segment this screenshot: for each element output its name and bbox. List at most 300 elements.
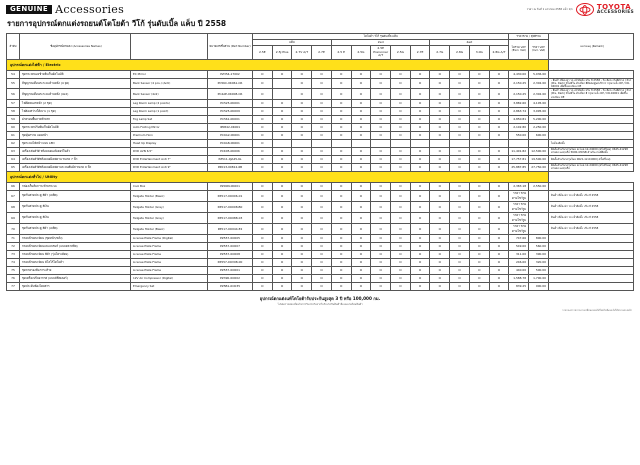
row-mark-10: O xyxy=(450,155,470,163)
row-mark-12: O xyxy=(489,234,509,242)
row-remark: - สินค้า ที่ต้องนำ รถ เข้าติดตั้ง ปรับ ปี 2558 - รับ สีตรง กับสีตัวรถ / P.U. (Pre, Dark) ที่ไม่มีใน ตัวเลือก สี กรุณาแจ้ง OP / CR-04001 เพื่อขึ้นทะเบียน OE xyxy=(549,89,634,100)
row-mark-9: O xyxy=(430,266,450,274)
row-thai-name: ฝาครอบพื้นถาดท้ายรถ xyxy=(20,115,131,123)
row-mark-7: O xyxy=(391,70,411,78)
row-remark: ไม่ต้องติดตั้ง xyxy=(549,139,634,147)
row-mark-11: O xyxy=(469,250,489,258)
row-mark-2: O xyxy=(292,131,312,139)
row-mark-10: O xyxy=(450,89,470,100)
row-price-novat: 4,430.00 xyxy=(509,70,529,78)
table-head xyxy=(7,34,634,60)
table-row xyxy=(7,115,634,123)
row-mark-6: O xyxy=(371,131,391,139)
row-mark-10: O xyxy=(450,223,470,234)
row-price-vat xyxy=(529,201,549,212)
row-mark-9: O xyxy=(430,70,450,78)
row-thai-name: กล่องเก็บสัมภาระท้ายกระบะ xyxy=(20,182,131,190)
row-mark-5: O xyxy=(351,266,371,274)
row-mark-5: O xyxy=(351,163,371,171)
row-mark-11: O xyxy=(469,258,489,266)
row-mark-5: O xyxy=(351,115,371,123)
row-eng-name: Premium Horn xyxy=(131,131,208,139)
table-row xyxy=(7,250,634,258)
table-row xyxy=(7,123,634,131)
footer-warranty xyxy=(0,291,640,307)
row-mark-2: O xyxy=(292,89,312,100)
row-mark-4: O xyxy=(331,190,351,201)
row-price-vat: 27,750.00 xyxy=(529,163,549,171)
row-mark-12: O xyxy=(489,223,509,234)
row-thai-name: ชุดกันสาดประตู สีเงิน xyxy=(20,201,131,212)
variant-header-7: 2.5G xyxy=(391,46,411,59)
row-mark-0: O xyxy=(253,99,273,107)
row-mark-11: O xyxy=(469,201,489,212)
row-thai-name: ชุดกระจกปรับพับเก็บอัตโนมัติ xyxy=(20,123,131,131)
row-mark-6: O xyxy=(371,147,391,155)
row-mark-5: O xyxy=(351,78,371,89)
row-no: 70 xyxy=(7,223,20,234)
row-thai-name: ชุดกระจกมองข้างพับเก็บอัตโนมัติ xyxy=(20,70,131,78)
row-mark-1: O xyxy=(272,99,292,107)
row-eng-name: License Plate Frame xyxy=(131,258,208,266)
row-part-no: PC56C-0K061-CR xyxy=(208,78,253,89)
row-mark-6: O xyxy=(371,242,391,250)
row-mark-7: O xyxy=(391,250,411,258)
row-price-novat: 550.00 xyxy=(509,131,529,139)
row-mark-8: O xyxy=(410,70,430,78)
row-mark-3: O xyxy=(312,99,332,107)
row-mark-2: O xyxy=(292,115,312,123)
footer-sub-text: โปรดตรวจสอบเงื่อนไขการรับประกันจากใบรับประกันสินค้าที่แนบมาพร้อมสินค้า xyxy=(277,302,363,306)
row-mark-4: O xyxy=(331,282,351,290)
row-mark-0: O xyxy=(253,107,273,115)
variant-header-4: 2.5 E xyxy=(331,46,351,59)
row-thai-name: สัญญาณเตือนกะระยะด้านหลัง (4 จุด) xyxy=(20,78,131,89)
row-mark-10: O xyxy=(450,107,470,115)
row-eng-name: License Plate Frame xyxy=(131,242,208,250)
table-row xyxy=(7,234,634,242)
row-mark-1: O xyxy=(272,70,292,78)
table-row xyxy=(7,201,634,212)
row-no: 64 xyxy=(7,155,20,163)
row-mark-12: O xyxy=(489,190,509,201)
row-mark-3: O xyxy=(312,223,332,234)
row-price-novat: 2,102.80 xyxy=(509,123,529,131)
row-mark-7: O xyxy=(391,282,411,290)
row-eng-name: Back Sensor (4x2) xyxy=(131,89,208,100)
row-price-novat: 2,383.18 xyxy=(509,182,529,190)
row-mark-10: O xyxy=(450,190,470,201)
row-mark-3: O xyxy=(312,258,332,266)
row-mark-3: O xyxy=(312,107,332,115)
row-mark-6: O xyxy=(371,274,391,282)
table-row xyxy=(7,99,634,107)
row-price-vat: 5,200.00 xyxy=(529,115,549,123)
col-price-group: ราคาขาย / สุทธิรวม xyxy=(509,34,549,40)
table-body xyxy=(7,59,634,290)
row-mark-8: O xyxy=(410,234,430,242)
row-mark-11: O xyxy=(469,274,489,282)
row-mark-0: O xyxy=(253,115,273,123)
row-mark-3: O xyxy=(312,70,332,78)
row-no: 56 xyxy=(7,89,20,100)
row-mark-9: O xyxy=(430,89,450,100)
row-thai-name: เครื่องเล่นดีวีดีพร้อมจอฝังเพดานระบบสัมผัส ขนาด 9 นิ้ว xyxy=(20,163,131,171)
row-mark-5: O xyxy=(351,107,371,115)
row-remark xyxy=(549,242,634,250)
row-eng-name: 12V Air Compressor (Digital) xyxy=(131,274,208,282)
row-mark-2: O xyxy=(292,155,312,163)
row-mark-10: O xyxy=(450,258,470,266)
row-mark-0: O xyxy=(253,89,273,100)
row-no: 63 xyxy=(7,147,20,155)
row-mark-6: O xyxy=(371,282,391,290)
row-part-no: PZ013-00812-6B xyxy=(208,163,253,171)
row-mark-8: O xyxy=(410,242,430,250)
table-row xyxy=(7,190,634,201)
row-mark-2: O xyxy=(292,223,312,234)
row-part-no: PC0A2-0K001 xyxy=(208,131,253,139)
row-price-novat: 3,882.60 xyxy=(509,99,529,107)
row-part-no: PZ517-0O044-E2 xyxy=(208,223,253,234)
row-mark-10 xyxy=(450,139,470,147)
row-mark-3: O xyxy=(312,163,332,171)
col-part-no: หมายเลขชิ้นส่วน (Part Number) xyxy=(208,34,253,60)
row-mark-12: O xyxy=(489,282,509,290)
toyota-brand-name: TOYOTA xyxy=(596,2,632,11)
row-mark-2: O xyxy=(292,258,312,266)
row-mark-11: O xyxy=(469,266,489,274)
row-mark-10: O xyxy=(450,242,470,250)
row-price-vat xyxy=(529,139,549,147)
row-remark xyxy=(549,107,634,115)
row-mark-8: O xyxy=(410,258,430,266)
row-thai-name: กรอบป้ายทะเบียนและเลเซอร์ (แบบคลาสสิค) xyxy=(20,242,131,250)
col-price-vat: ราคา VAT (Incl. Vat) xyxy=(529,40,549,60)
row-mark-4: O xyxy=(331,131,351,139)
row-mark-5: O xyxy=(351,99,371,107)
row-part-no: PZ517-0O088-03 xyxy=(208,212,253,223)
row-mark-5: O xyxy=(351,190,371,201)
row-mark-1: O xyxy=(272,107,292,115)
row-remark: ติดตั้งสำหรับรถรุ่นใหม่ อะไหล่ 12-24000 (ครั้งที่ใหม่) 0645-41298 สายต่อ และ/หรือ xyxy=(549,163,634,171)
row-thai-name: กรอบป้ายทะเบียน สีดำ (รุ่นโครเมี่ยม) xyxy=(20,250,131,258)
row-mark-12: O xyxy=(489,266,509,274)
row-mark-4: O xyxy=(331,258,351,266)
row-mark-1: O xyxy=(272,258,292,266)
row-mark-0: O xyxy=(253,266,273,274)
variant-header-0: 2.5E xyxy=(253,46,273,59)
row-remark xyxy=(549,123,634,131)
variant-header-6: 2.5E Prerunner A/T xyxy=(371,46,391,59)
row-mark-0: O xyxy=(253,182,273,190)
row-mark-12: O xyxy=(489,89,509,100)
row-remark xyxy=(549,274,634,282)
row-mark-4: O xyxy=(331,107,351,115)
row-price-novat: 440.00 xyxy=(509,266,529,274)
row-mark-11: O xyxy=(469,223,489,234)
row-price-novat: 17,757.81 xyxy=(509,155,529,163)
row-remark: ติดตั้งสำหรับรถรุ่นใหม่ 0621-12-04000( ครั้งที่ใหม่) xyxy=(549,155,634,163)
row-price-novat: ราคา ขาย ตามโชว์รูม xyxy=(509,223,529,234)
row-mark-12: O xyxy=(489,163,509,171)
genuine-badge: GENUINE xyxy=(6,5,52,15)
row-price-novat xyxy=(509,139,529,147)
row-mark-4: O xyxy=(331,274,351,282)
row-mark-9: O xyxy=(430,131,450,139)
table-row xyxy=(7,258,634,266)
row-mark-2: O xyxy=(292,250,312,258)
row-mark-7 xyxy=(391,139,411,147)
row-price-vat: 12,500.00 xyxy=(529,147,549,155)
row-mark-7: O xyxy=(391,115,411,123)
row-mark-2: O xyxy=(292,182,312,190)
row-remark xyxy=(549,250,634,258)
row-mark-9: O xyxy=(430,250,450,258)
row-price-vat: 2,302.00 xyxy=(529,78,549,89)
row-mark-5: O xyxy=(351,70,371,78)
row-remark xyxy=(549,131,634,139)
row-mark-0: O xyxy=(253,250,273,258)
row-mark-9: O xyxy=(430,190,450,201)
col-eng-name xyxy=(131,34,208,60)
row-mark-7: O xyxy=(391,258,411,266)
row-mark-9: O xyxy=(430,223,450,234)
row-mark-3 xyxy=(312,139,332,147)
toyota-logo xyxy=(527,3,634,16)
col-thai-name: ชื่ออุปกรณ์ตกแต่ง (Accessories Names) xyxy=(20,34,131,60)
row-mark-6: O xyxy=(371,163,391,171)
row-mark-7: O xyxy=(391,147,411,155)
row-no: 77 xyxy=(7,282,20,290)
row-mark-3: O xyxy=(312,147,332,155)
row-mark-5: O xyxy=(351,242,371,250)
row-mark-4: O xyxy=(331,78,351,89)
row-mark-0: O xyxy=(253,70,273,78)
row-mark-4: O xyxy=(331,163,351,171)
row-eng-name: Tailgate Holder (Basic) xyxy=(131,223,208,234)
row-part-no: PC525-0K001 xyxy=(208,99,253,107)
row-eng-name: License Plate Frame xyxy=(131,250,208,258)
row-eng-name: EC Mirror xyxy=(131,70,208,78)
row-mark-6 xyxy=(371,139,391,147)
row-part-no: PZ511-0JA45-6L xyxy=(208,155,253,163)
row-mark-8: O xyxy=(410,78,430,89)
row-mark-12: O xyxy=(489,147,509,155)
row-price-novat: 11,401.82 xyxy=(509,147,529,155)
row-mark-5: O xyxy=(351,182,371,190)
row-mark-9: O xyxy=(430,78,450,89)
row-mark-8: O xyxy=(410,201,430,212)
price-table-wrapper xyxy=(0,33,640,291)
row-mark-7: O xyxy=(391,201,411,212)
row-mark-5: O xyxy=(351,223,371,234)
row-mark-11: O xyxy=(469,70,489,78)
row-remark: ติดตั้งสำหรับรถรุ่นใหม่ อะไหล่ 12-24000 (ครั้งที่ใหม่) 0645-41298 สายต่อ และ/หรือ 5600-43CSB สำหรับงานที่ติดตั้ง xyxy=(549,147,634,155)
row-price-novat: ราคา ขาย ตามโชว์รูม xyxy=(509,212,529,223)
row-mark-3: O xyxy=(312,190,332,201)
row-mark-7: O xyxy=(391,131,411,139)
row-part-no: PCK05-0K00K xyxy=(208,147,253,155)
row-mark-1: O xyxy=(272,250,292,258)
row-mark-7: O xyxy=(391,274,411,282)
row-mark-4: O xyxy=(331,89,351,100)
row-mark-2: O xyxy=(292,234,312,242)
row-mark-11: O xyxy=(469,131,489,139)
row-mark-10: O xyxy=(450,201,470,212)
row-no: 66 xyxy=(7,182,20,190)
table-row xyxy=(7,282,634,290)
row-thai-name: ชุดระบบไฟหน้า แบบ LED xyxy=(20,139,131,147)
row-mark-4: O xyxy=(331,123,351,131)
row-mark-6: O xyxy=(371,89,391,100)
row-mark-11: O xyxy=(469,78,489,89)
row-thai-name: เครื่องเล่นดีวีดี พร้อมจอมอนิเตอร์ในตัว xyxy=(20,147,131,155)
row-thai-name: ชุดประดับห้องโดยสาร xyxy=(20,282,131,290)
row-mark-7: O xyxy=(391,99,411,107)
row-mark-2: O xyxy=(292,163,312,171)
row-mark-0: O xyxy=(253,201,273,212)
row-mark-11: O xyxy=(469,107,489,115)
row-mark-1: O xyxy=(272,123,292,131)
group-header-row: อุปกรณ์ตกแต่งไฟฟ้า / Electric xyxy=(7,59,549,70)
row-remark: สินค้า ที่ต้องนำ รถ เข้าติดตั้ง ปรับ ปี 2558 xyxy=(549,223,634,234)
row-mark-11: O xyxy=(469,212,489,223)
row-mark-9: O xyxy=(430,242,450,250)
row-mark-5 xyxy=(351,139,371,147)
row-price-vat: 800.00 xyxy=(529,234,549,242)
row-mark-8: O xyxy=(410,115,430,123)
row-mark-3: O xyxy=(312,242,332,250)
row-mark-11: O xyxy=(469,155,489,163)
variant-header-2: 2.7V A/T xyxy=(292,46,312,59)
row-mark-1: O xyxy=(272,115,292,123)
row-mark-9: O xyxy=(430,212,450,223)
row-remark: - สินค้า ที่ต้องนำ รถ เข้าติดตั้ง ปรับ ปี 2558 - รับ สีตรง กับสีตัวรถ / P.U. (Pre, Dark) ที่ไม่มีใน ตัวเลือก สีติดต่อศูนย์บริการ กรุณาแจ้ง OP / CR-04001 เพื่อขึ้นทะเบียน OE xyxy=(549,78,634,89)
row-mark-4: O xyxy=(331,242,351,250)
row-mark-5: O xyxy=(351,123,371,131)
row-mark-0: O xyxy=(253,139,273,147)
footer-right-note: ราคาและรายการอาจเปลี่ยนแปลงได้โดยไม่ต้องแจ้งให้ทราบล่วงหน้า xyxy=(562,308,632,312)
row-mark-1: O xyxy=(272,147,292,155)
row-price-vat: 2,550.00 xyxy=(529,182,549,190)
row-mark-10: O xyxy=(450,99,470,107)
row-mark-12: O xyxy=(489,258,509,266)
row-mark-1 xyxy=(272,89,292,100)
row-mark-12: O xyxy=(489,131,509,139)
row-mark-8: O xyxy=(410,274,430,282)
row-mark-6: O xyxy=(371,99,391,107)
table-row xyxy=(7,147,634,155)
row-no: 57 xyxy=(7,99,20,107)
row-mark-8: O xyxy=(410,282,430,290)
row-part-no: PZ517-0O006-01 xyxy=(208,190,253,201)
row-mark-4: O xyxy=(331,201,351,212)
row-no: 76 xyxy=(7,274,20,282)
variant-header-10: 2.8G xyxy=(450,46,470,59)
row-mark-4: O xyxy=(331,212,351,223)
col-price-novat: ไม่รวม VAT (Excl. Vat) xyxy=(509,40,529,60)
row-thai-name: ชุดเครื่องปรับอากาศ (แบบมีฟิลเตอร์) xyxy=(20,274,131,282)
row-mark-5: O xyxy=(351,201,371,212)
row-mark-10: O xyxy=(450,131,470,139)
row-price-vat: 500.00 xyxy=(529,266,549,274)
row-mark-5: O xyxy=(351,282,371,290)
row-no: 59 xyxy=(7,115,20,123)
row-mark-1: O xyxy=(272,190,292,201)
col-models-group: โตโยต้า วีโก้ รุ่นดับเบิ้ล แค็บ xyxy=(253,34,509,40)
row-thai-name: ชุดถาดรองสัมภาระท้าย xyxy=(20,266,131,274)
row-price-novat: 549.00 xyxy=(509,242,529,250)
table-row xyxy=(7,266,634,274)
row-mark-6: O xyxy=(371,123,391,131)
table-row xyxy=(7,182,634,190)
row-mark-9: O xyxy=(430,163,450,171)
row-mark-11: O xyxy=(469,163,489,171)
row-mark-4: O xyxy=(331,115,351,123)
row-no: 68 xyxy=(7,201,20,212)
row-part-no: PZ557-0O008 xyxy=(208,250,253,258)
row-mark-10: O xyxy=(450,274,470,282)
row-eng-name: Emergency Set xyxy=(131,282,208,290)
row-price-novat: 4,850.81 xyxy=(509,115,529,123)
row-price-vat: 19,500.00 xyxy=(529,155,549,163)
variant-header-5: 2.5G xyxy=(351,46,371,59)
row-remark xyxy=(549,282,634,290)
variant-header-11: 3.0G xyxy=(469,46,489,59)
row-price-novat: 246.00 xyxy=(509,258,529,266)
row-mark-5: O xyxy=(351,250,371,258)
row-eng-name: Tailgate Holder (Basic) xyxy=(131,190,208,201)
row-mark-11: O xyxy=(469,123,489,131)
row-remark: สินค้า ที่ต้องนำ รถ เข้าติดตั้ง ปรับ ปี 2558 xyxy=(549,212,634,223)
row-thai-name: ไฟส่องสว่างใต้เบาะ (1 ชุด) xyxy=(20,107,131,115)
row-mark-10: O xyxy=(450,282,470,290)
group-header-row: อุปกรณ์ตกแต่งทั่วไป / Utility xyxy=(7,171,549,182)
row-part-no: PZ390-0O002 xyxy=(208,274,253,282)
row-price-novat: 839.25 xyxy=(509,282,529,290)
accessories-wordmark: Accessories xyxy=(55,3,125,16)
accessories-price-table xyxy=(6,33,634,291)
row-mark-9: O xyxy=(430,115,450,123)
row-no: 62 xyxy=(7,139,20,147)
row-mark-8: O xyxy=(410,223,430,234)
row-mark-6: O xyxy=(371,70,391,78)
row-eng-name: Tailgate Holder (Gray) xyxy=(131,201,208,212)
row-mark-11: O xyxy=(469,190,489,201)
row-mark-9: O xyxy=(430,147,450,155)
row-mark-1 xyxy=(272,78,292,89)
col-no: ลำดับ xyxy=(7,34,20,60)
row-mark-9: O xyxy=(430,258,450,266)
row-price-novat: 25,887.85 xyxy=(509,163,529,171)
row-mark-4: O xyxy=(331,234,351,242)
row-mark-3: O xyxy=(312,182,332,190)
row-mark-12: O xyxy=(489,274,509,282)
row-mark-7: O xyxy=(391,163,411,171)
row-mark-5: O xyxy=(351,212,371,223)
row-mark-12: O xyxy=(489,107,509,115)
row-thai-name: ชุดฝุ่นกรวย แผงหน้า xyxy=(20,131,131,139)
row-no: 54 xyxy=(7,70,20,78)
row-price-vat: 2,250.00 xyxy=(529,123,549,131)
row-part-no: PZ557-0O005 xyxy=(208,234,253,242)
row-part-no: PC0A8-0K001 xyxy=(208,139,253,147)
row-mark-8: O xyxy=(410,89,430,100)
table-row xyxy=(7,89,634,100)
genuine-accessories-logo xyxy=(6,3,124,16)
row-mark-11: O xyxy=(469,147,489,155)
